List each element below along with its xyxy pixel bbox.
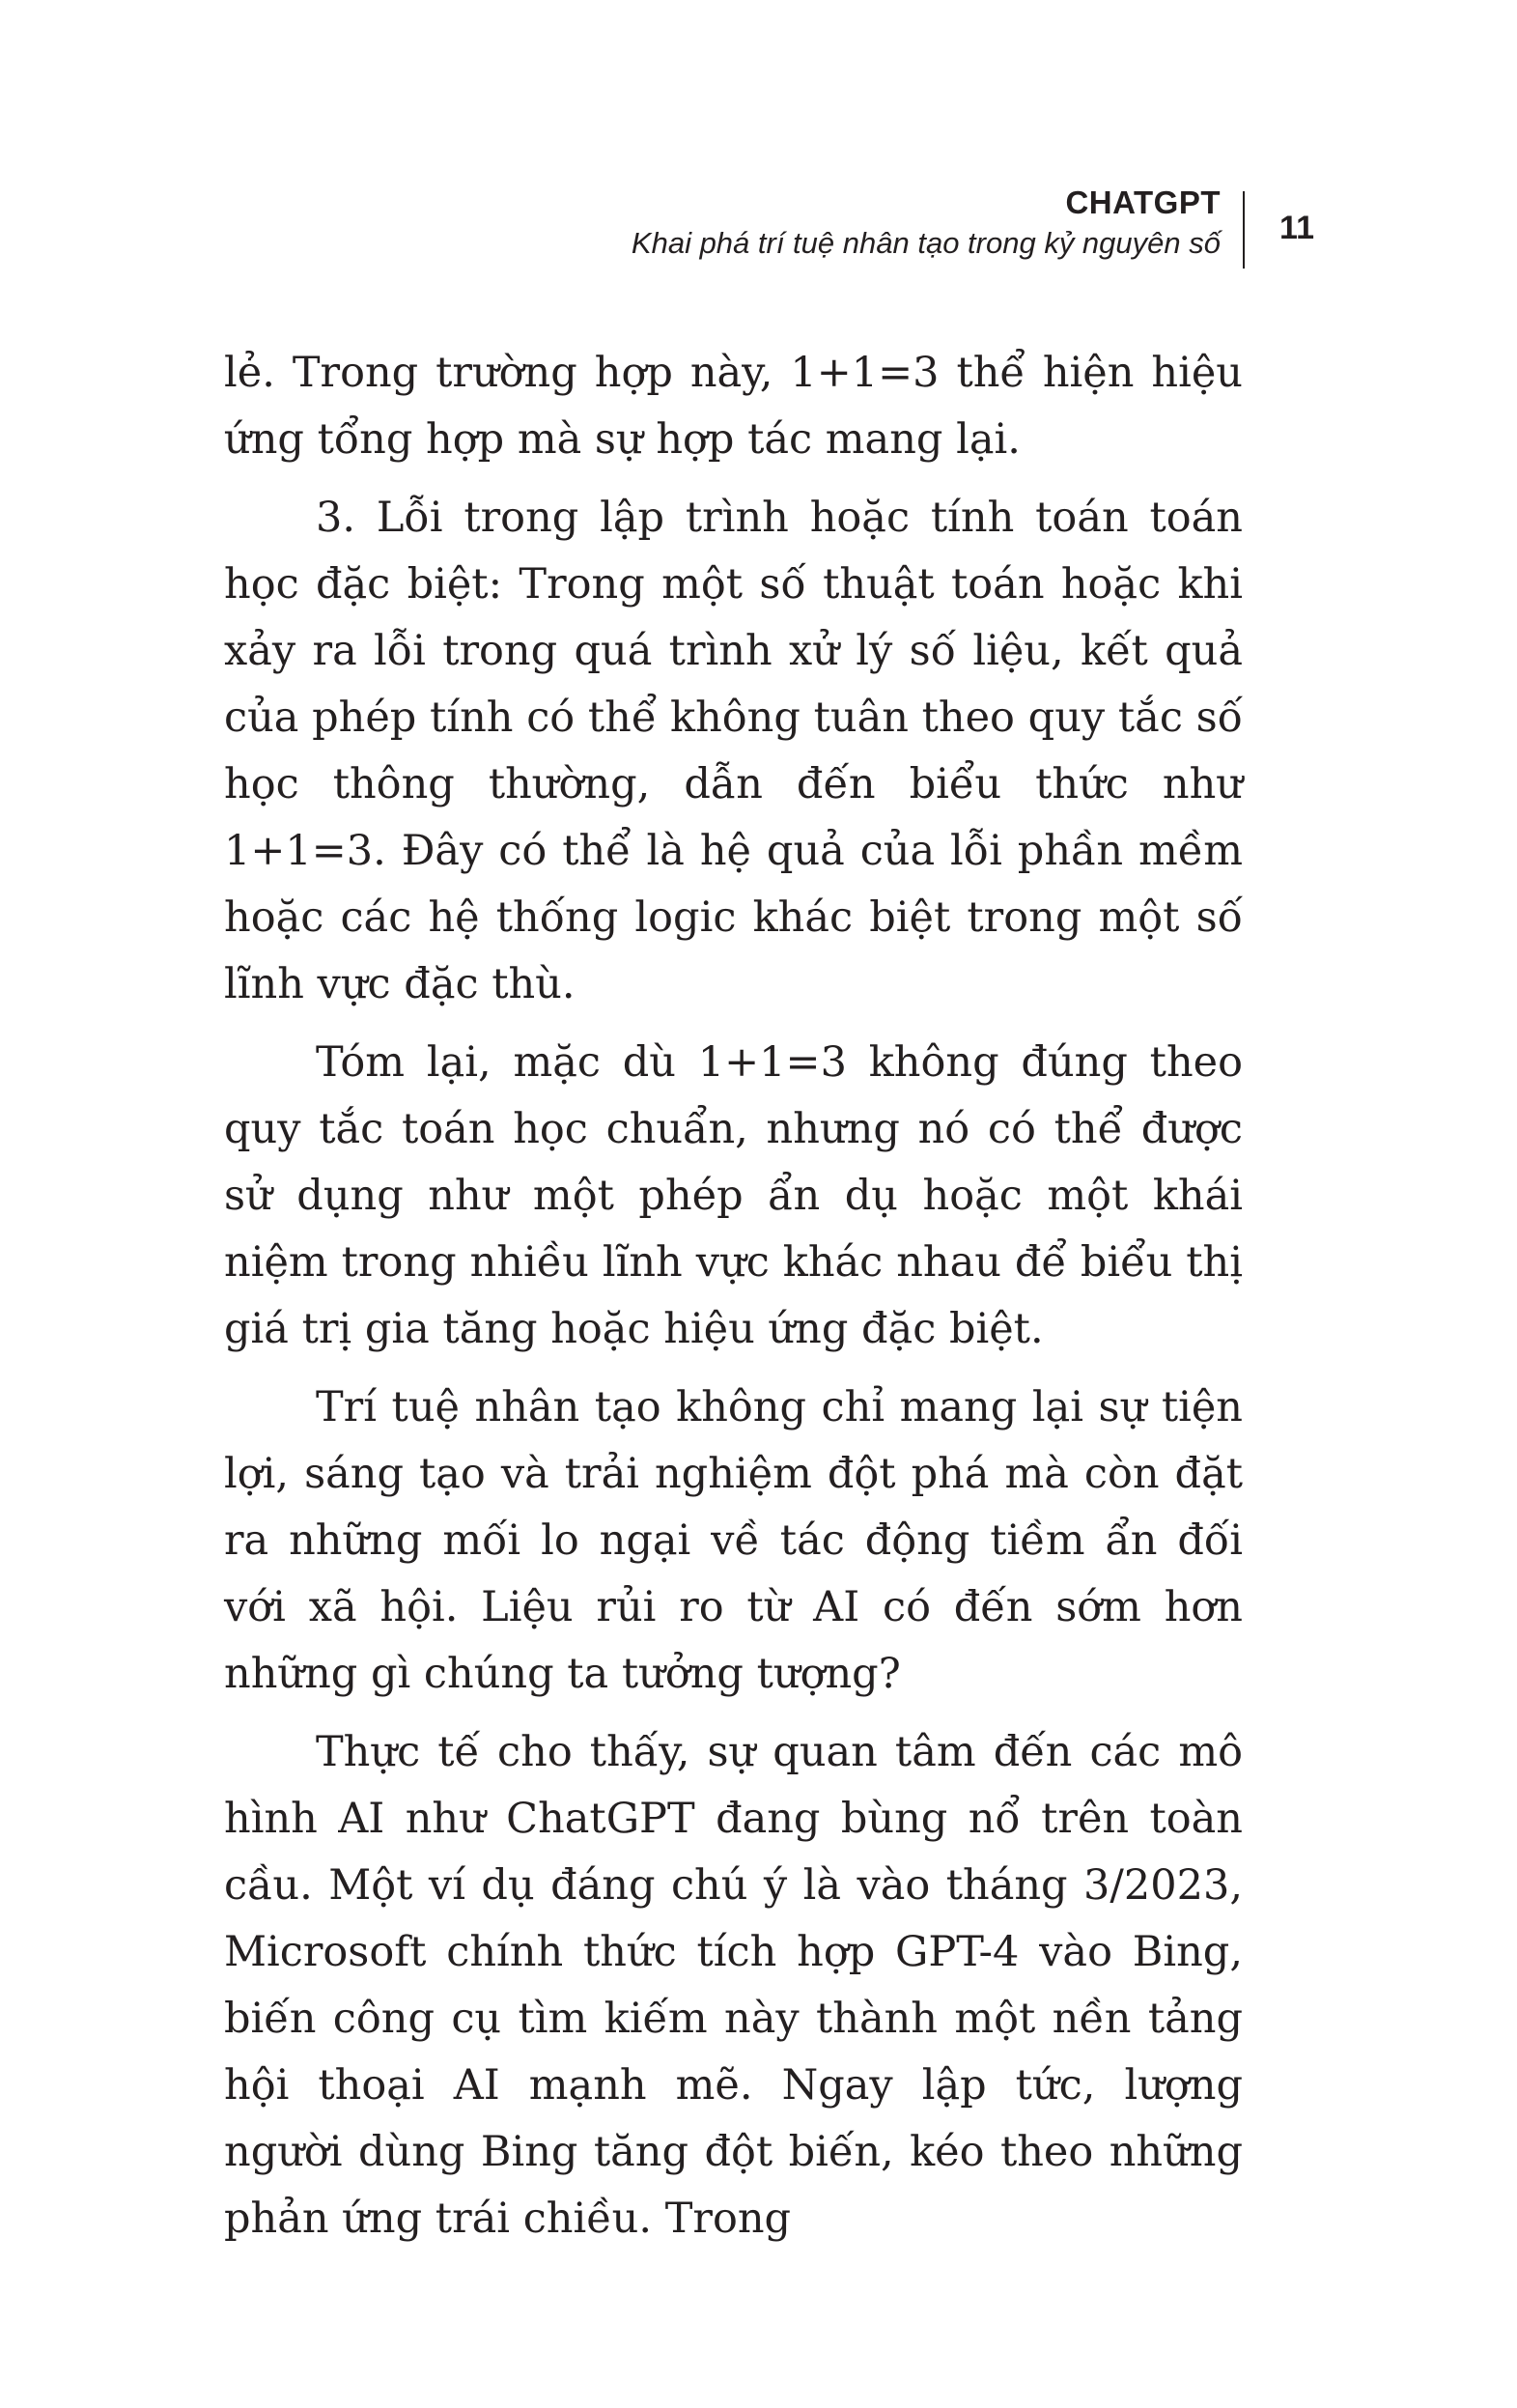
paragraph: Tóm lại, mặc dù 1+1=3 không đúng theo quy tắc toán học chuẩn, nhưng nó có thể được sử dụng như một phép ẩn dụ hoặc một khái niệm trong nhiều lĩnh vực khác nhau để biểu thị giá trị gia tăng hoặc hiệu ứng đặc biệt.: [224, 1038, 1243, 1353]
header-text-block: [632, 184, 1221, 263]
paragraph: Trí tuệ nhân tạo không chỉ mang lại sự tiện lợi, sáng tạo và trải nghiệm đột phá mà còn đặt ra những mối lo ngại về tác động tiềm ẩn đối với xã hội. Liệu rủi ro từ AI có đến sớm hơn những gì chúng ta tưởng tượng?: [224, 1383, 1243, 1698]
book-subtitle: Khai phá trí tuệ nhân tạo trong kỷ nguyên số: [631, 226, 1221, 260]
paragraph: Thực tế cho thấy, sự quan tâm đến các mô hình AI như ChatGPT đang bùng nổ trên toàn cầu. Một ví dụ đáng chú ý là vào tháng 3/2023, Microsoft chính thức tích hợp GPT-4 vào Bing, biến công cụ tìm kiếm này thành một nền tảng hội thoại AI mạnh mẽ. Ngay lập tức, lượng người dùng Bing tăng đột biến, kéo theo những phản ứng trái chiều. Trong: [224, 1728, 1243, 2243]
book-title: CHATGPT: [1065, 184, 1221, 220]
body-text: [224, 340, 1243, 2264]
header-divider: [1243, 191, 1245, 269]
running-header: [155, 184, 1314, 270]
paragraph: 3. Lỗi trong lập trình hoặc tính toán toán học đặc biệt: Trong một số thuật toán hoặc khi xảy ra lỗi trong quá trình xử lý số liệu, kết quả của phép tính có thể không tuân theo quy tắc số học thông thường, dẫn đến biểu thức như 1+1=3. Đây có thể là hệ quả của lỗi phần mềm hoặc các hệ thống logic khác biệt trong một số lĩnh vực đặc thù.: [224, 494, 1243, 1008]
paragraph: lẻ. Trong trường hợp này, 1+1=3 thể hiện hiệu ứng tổng hợp mà sự hợp tác mang lại.: [224, 349, 1243, 464]
page-number: 11: [1279, 210, 1314, 246]
